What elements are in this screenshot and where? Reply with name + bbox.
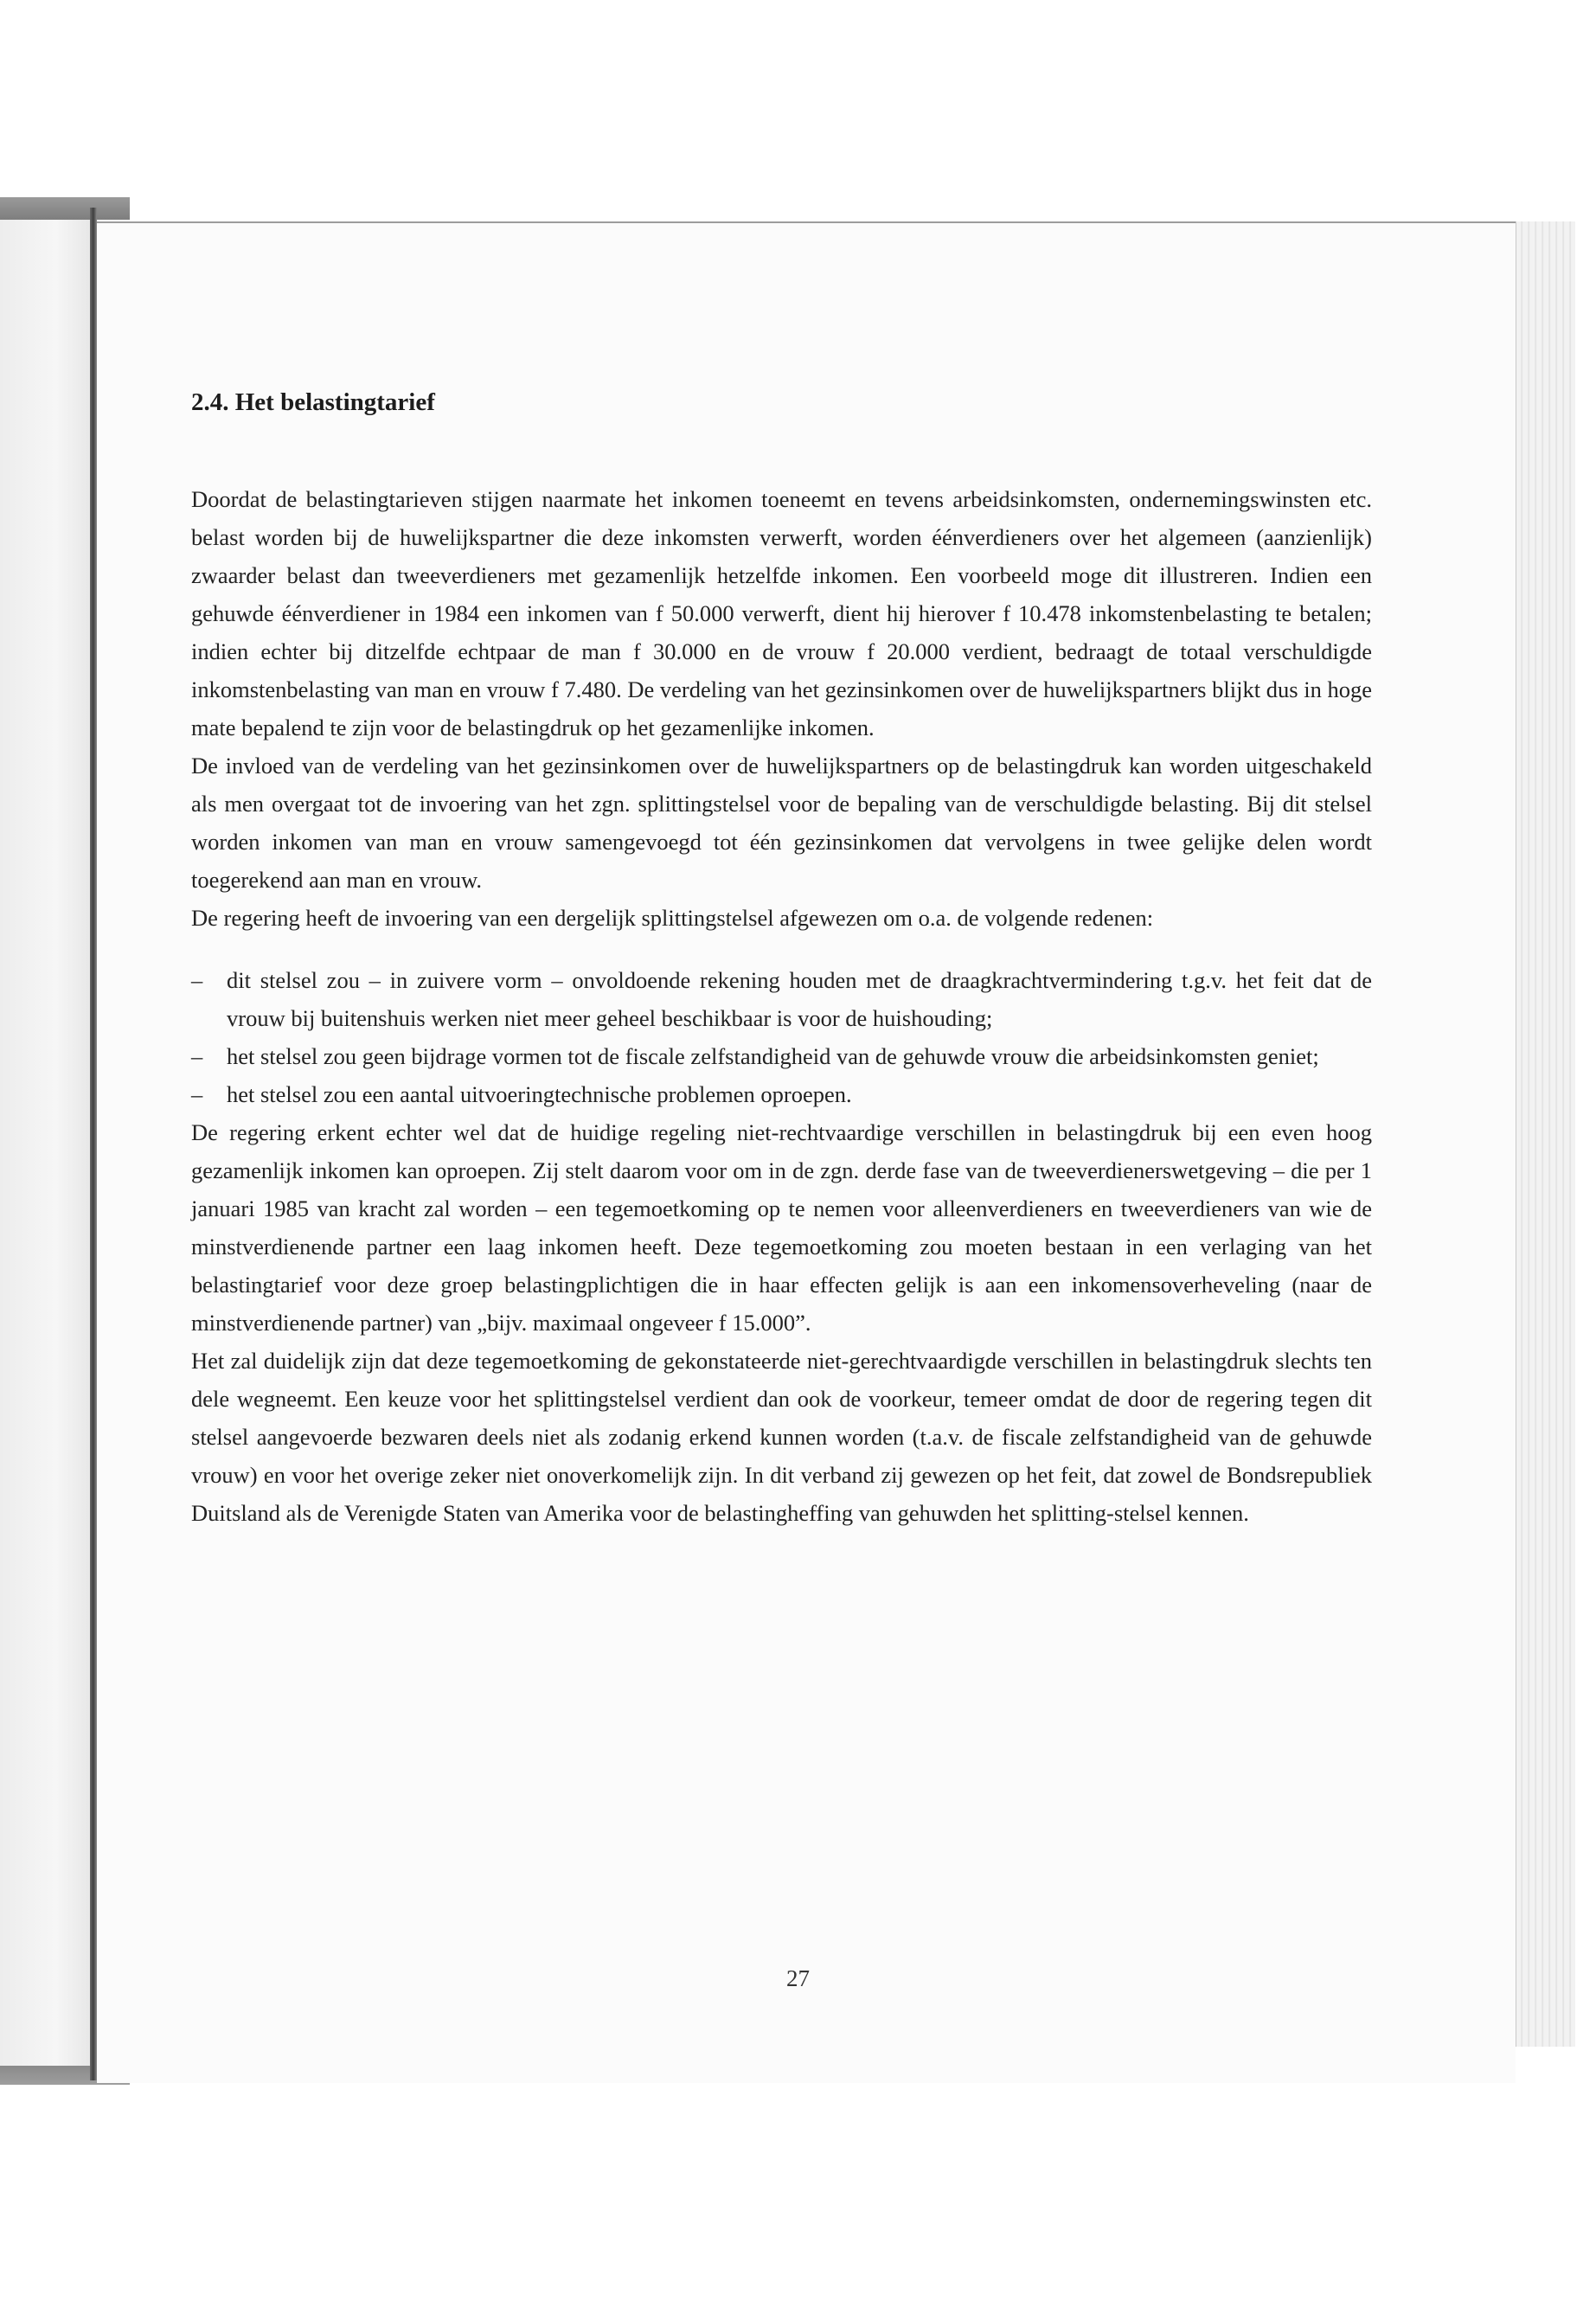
binding-tab-top [0, 197, 130, 220]
reasons-list [191, 961, 1372, 1113]
book-spine [0, 208, 93, 2076]
closing-text [191, 1113, 1372, 1532]
paragraph: De regering erkent echter wel dat de huidige regeling niet-rechtvaardige verschillen in belastingdruk bij een even hoog gezamenlijk inkomen kan oproepen. Zij stelt daarom voor om in de zgn. derde fase van de tweeverdienerswetgeving – die per 1 januari 1985 van kracht zal worden – een tegemoetkoming op te nemen voor alleenverdieners en tweeverdieners van wie de minstverdienende partner een laag inkomen heeft. Deze tegemoetkoming zou moeten bestaan in een verlaging van het belastingtarief voor deze groep belastingplichtigen die in haar effecten gelijk is aan een inkomensoverheveling (naar de minstverdienende partner) van „bijv. maximaal ongeveer f 15.000”. [191, 1119, 1372, 1336]
paragraph: De regering heeft de invoering van een dergelijk splittingstelsel afgewezen om o.a. de volgende redenen: [191, 905, 1154, 931]
spine-shadow [90, 208, 97, 2080]
section-title: 2.4. Het belastingtarief [191, 388, 435, 416]
page-number: 27 [786, 1965, 810, 1991]
paragraph: Doordat de belastingtarieven stijgen naarmate het inkomen toeneemt en tevens arbeidsinkomsten, ondernemingswinsten etc. belast worden bij de huwelijkspartner die deze inkomsten verwerft, worden éénverdieners over het algemeen (aanzienlijk) zwaarder belast dan tweeverdieners met gezamenlijk hetzelfde inkomen. Een voorbeeld moge dit illustreren. Indien een gehuwde éénverdiener in 1984 een inkomen van f 50.000 verwerft, dient hij hierover f 10.478 inkomstenbelasting te betalen; indien echter bij ditzelfde echtpaar de man f 30.000 en de vrouw f 20.000 verdient, bedraagt de totaal verschuldigde inkomstenbelasting van man en vrouw f 7.480. De verdeling van het gezinsinkomen over de huwelijkspartners blijkt dus in hoge mate bepalend te zijn voor de belastingdruk op het gezamenlijke inkomen. [191, 486, 1372, 740]
paragraph: Het zal duidelijk zijn dat deze tegemoetkoming de gekonstateerde niet-gerechtvaardigde verschillen in belastingdruk slechts ten dele wegneemt. Een keuze voor het splittingstelsel verdient dan ook de voorkeur, temeer omdat de door de regering tegen dit stelsel aangevoerde bezwaren deels niet als zodanig erkend kunnen worden (t.a.v. de fiscale zelfstandigheid van de gehuwde vrouw) en voor het overige zeker niet onoverkomelijk zijn. In dit verband zij gewezen op het feit, dat zowel de Bondsrepubliek Duitsland als de Verenigde Staten van Amerika voor de belastingheffing van gehuwden het splitting-stelsel kennen. [191, 1348, 1372, 1526]
list-item [191, 961, 1372, 1037]
list-item [191, 1037, 1372, 1075]
page-content [191, 387, 1372, 1532]
list-item-text: het stelsel zou een aantal uitvoeringtechnische problemen oproepen. [227, 1081, 852, 1107]
dash-marker: – [191, 967, 203, 993]
list-item-text: het stelsel zou geen bijdrage vormen tot de fiscale zelfstandigheid van de gehuwde vrouw die arbeidsinkomsten geniet; [227, 1043, 1319, 1069]
body-text [191, 480, 1372, 937]
dash-marker: – [191, 1081, 203, 1107]
paragraph: De invloed van de verdeling van het gezinsinkomen over de huwelijkspartners op de belastingdruk kan worden uitgeschakeld als men overgaat tot de invoering van het zgn. splittingstelsel voor de bepaling van de verschuldigde belasting. Bij dit stelsel worden inkomen van man en vrouw samengevoegd tot één gezinsinkomen dat vervolgens in twee gelijke delen wordt toegerekend aan man en vrouw. [191, 753, 1372, 893]
list-item [191, 1075, 1372, 1113]
page-stack-edge [1516, 221, 1575, 2047]
list-item-text: dit stelsel zou – in zuivere vorm – onvoldoende rekening houden met de draagkrachtvermindering t.g.v. het feit dat de vrouw bij buitenshuis werken niet meer geheel beschikbaar is voor de huishouding; [227, 967, 1372, 1031]
dash-marker: – [191, 1043, 203, 1069]
